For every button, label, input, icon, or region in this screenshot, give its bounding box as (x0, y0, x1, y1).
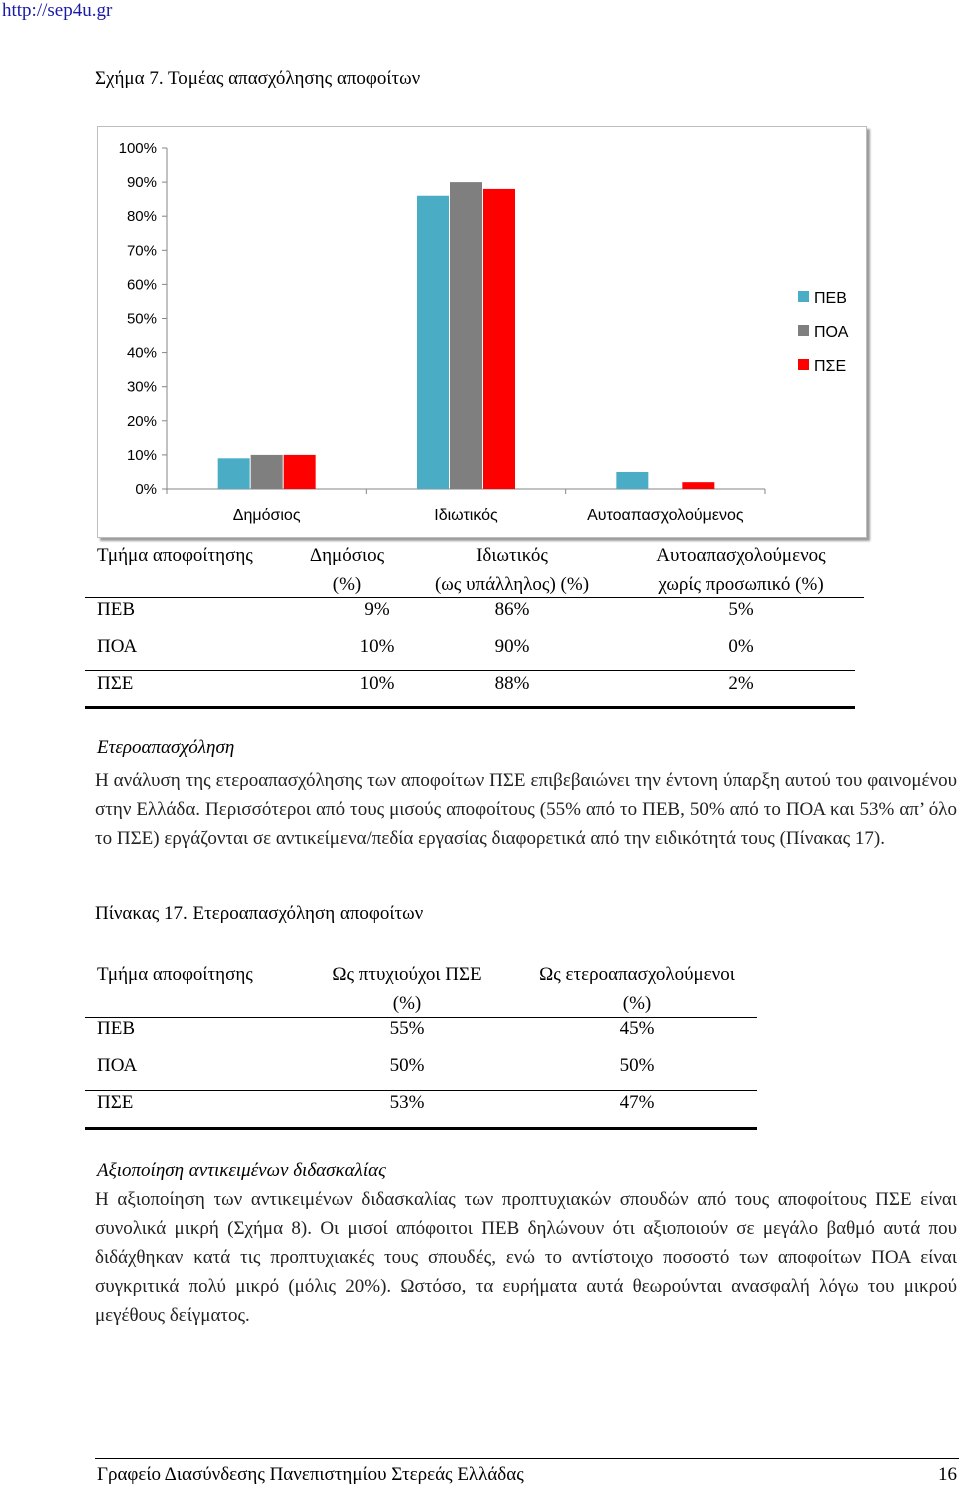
table-row (97, 673, 865, 710)
cell-value: 86% (494, 599, 530, 620)
bar-ΠΕΒ-0 (218, 458, 250, 489)
table-header-row (97, 541, 865, 599)
footer-rule (95, 1458, 959, 1459)
col-header-private-text: Ιδιωτικός (ως υπάλληλος) (%) (434, 545, 590, 595)
col-header-department: Τμήμα αποφοίτησης (97, 964, 253, 985)
table-header-row (97, 960, 757, 1018)
paragraph-utilization: Η αξιοποίηση των αντικειμένων διδασκαλίας των προπτυχιακών σπουδών από τους αποφοίτους ΠΣΕ είναι συνολικά μικρή (Σχήμα 8). Οι μισοί απόφοιτοι ΠΕΒ δηλώνουν ότι αξιοποιούν σε μεγάλο βαθμό αυτά που διδάχθηκαν κατά τις προπτυχιακές τους σπουδές, ενώ το αντίστοιχο ποσοστό των αποφοίτων ΠΟΑ είναι συγκριτικά πολύ μικρό (μόλις 20%). Ωστόσο, τα ευρήματα αυτά θεωρούνται ανασφαλή λόγω του μικρού μεγέθους δείγματος. (95, 1189, 957, 1326)
legend-label-ΠΟΑ: ΠΟΑ (814, 324, 849, 341)
cell-value: 10% (359, 636, 395, 657)
table-divider (85, 1090, 757, 1091)
cell-value: 5% (728, 599, 754, 620)
source-url[interactable]: http://sep4u.gr (2, 0, 113, 21)
bar-ΠΟΑ-1 (450, 182, 482, 489)
figure-caption: Σχήμα 7. Τομέας απασχόλησης αποφοίτων (95, 68, 421, 89)
y-tick-label: 80% (126, 208, 157, 226)
table-row (97, 636, 865, 673)
y-tick-label: 0% (135, 481, 157, 498)
cell-value: 10% (359, 673, 395, 694)
col-header-underemployed-text: Ως ετεροαπασχολούμενοι (%) (539, 964, 735, 1014)
row-label: ΠΟΑ (97, 636, 138, 657)
cell-value: 47% (619, 1092, 655, 1113)
table-bottom-rule (85, 1127, 757, 1130)
legend-swatch-ΠΣΕ (798, 359, 809, 370)
cell-value: 90% (494, 636, 530, 657)
cell-value: 50% (389, 1055, 425, 1076)
cell-value: 55% (389, 1018, 425, 1039)
col-header-department: Τμήμα αποφοίτησης (97, 545, 253, 566)
col-header-self-employed-text: Αυτοαπασχολούμενος χωρίς προσωπικό (%) (656, 545, 826, 595)
cell-value: 88% (494, 673, 530, 694)
table-row (97, 1018, 757, 1055)
y-tick-label: 40% (126, 344, 157, 362)
col-header-as-graduates (297, 960, 517, 1018)
chart-svg (98, 127, 866, 537)
table-bottom-rule (85, 706, 855, 709)
y-tick-label: 10% (126, 446, 157, 464)
x-tick-label: Αυτοαπασχολούμενος (587, 507, 744, 524)
cell-value: 9% (364, 599, 390, 620)
col-header-underemployed (517, 960, 757, 1018)
table-divider (85, 670, 855, 671)
bar-chart (97, 126, 867, 538)
paragraph-underemployment: Η ανάλυση της ετεροαπασχόλησης των αποφοίτων ΠΣΕ επιβεβαιώνει την έντονη ύπαρξη αυτού του φαινομένου στην Ελλάδα. Περισσότεροι από τους μισούς αποφοίτους (55% από το ΠΕΒ, 50% από το ΠΟΑ και 53% απ’ όλο το ΠΣΕ) εργάζονται σε αντικείμενα/πεδία εργασίας διαφορετικά από την ειδικότητά τους (Πίνακας 17). (95, 770, 957, 849)
row-label: ΠΣΕ (97, 673, 134, 694)
table-row (97, 1055, 757, 1092)
section-title-utilization: Αξιοποίηση αντικειμένων διδασκαλίας (97, 1160, 386, 1181)
y-tick-label: 20% (126, 412, 157, 430)
row-label: ΠΕΒ (97, 599, 135, 620)
table-divider (85, 1017, 757, 1018)
row-label: ΠΟΑ (97, 1055, 138, 1076)
legend-swatch-ΠΟΑ (798, 325, 809, 336)
bar-ΠΣΕ-1 (483, 189, 515, 489)
table-row (97, 1092, 757, 1129)
row-label: ΠΕΒ (97, 1018, 135, 1039)
employment-sector-table (97, 541, 865, 710)
cell-value: 0% (728, 636, 754, 657)
footer-office: Γραφείο Διασύνδεσης Πανεπιστημίου Στερεάς Ελλάδας (97, 1464, 524, 1485)
col-header-public-text: Δημόσιος (%) (309, 545, 385, 595)
bar-ΠΟΑ-0 (251, 455, 283, 489)
section-title-underemployment: Ετεροαπασχόληση (97, 737, 235, 758)
col-header-as-graduates-text: Ως πτυχιούχοι ΠΣΕ (%) (332, 964, 482, 1014)
col-header-private (407, 541, 617, 599)
col-header-public (287, 541, 407, 599)
y-tick-label: 50% (126, 310, 157, 328)
x-tick-label: Ιδιωτικός (434, 507, 498, 524)
row-label: ΠΣΕ (97, 1092, 134, 1113)
table-caption: Πίνακας 17. Ετεροαπασχόληση αποφοίτων (95, 903, 424, 924)
cell-value: 45% (619, 1018, 655, 1039)
legend-label-ΠΣΕ: ΠΣΕ (814, 358, 847, 375)
legend-swatch-ΠΕΒ (798, 291, 809, 302)
y-tick-label: 100% (118, 140, 157, 157)
cell-value: 53% (389, 1092, 425, 1113)
cell-value: 2% (728, 673, 754, 694)
bar-ΠΕΒ-2 (616, 472, 648, 489)
y-tick-label: 30% (126, 378, 157, 396)
y-tick-label: 70% (126, 242, 157, 260)
y-tick-label: 90% (126, 174, 157, 192)
cell-value: 50% (619, 1055, 655, 1076)
bar-ΠΕΒ-1 (417, 196, 449, 489)
table-row (97, 599, 865, 636)
bar-ΠΣΕ-2 (682, 482, 714, 489)
underemployment-table (97, 960, 757, 1129)
legend-label-ΠΕΒ: ΠΕΒ (814, 290, 847, 307)
col-header-self-employed (617, 541, 865, 599)
bar-ΠΣΕ-0 (284, 455, 316, 489)
table-divider (85, 597, 864, 598)
y-tick-label: 60% (126, 276, 157, 294)
page-number: 16 (938, 1464, 957, 1485)
x-tick-label: Δημόσιος (232, 507, 301, 524)
